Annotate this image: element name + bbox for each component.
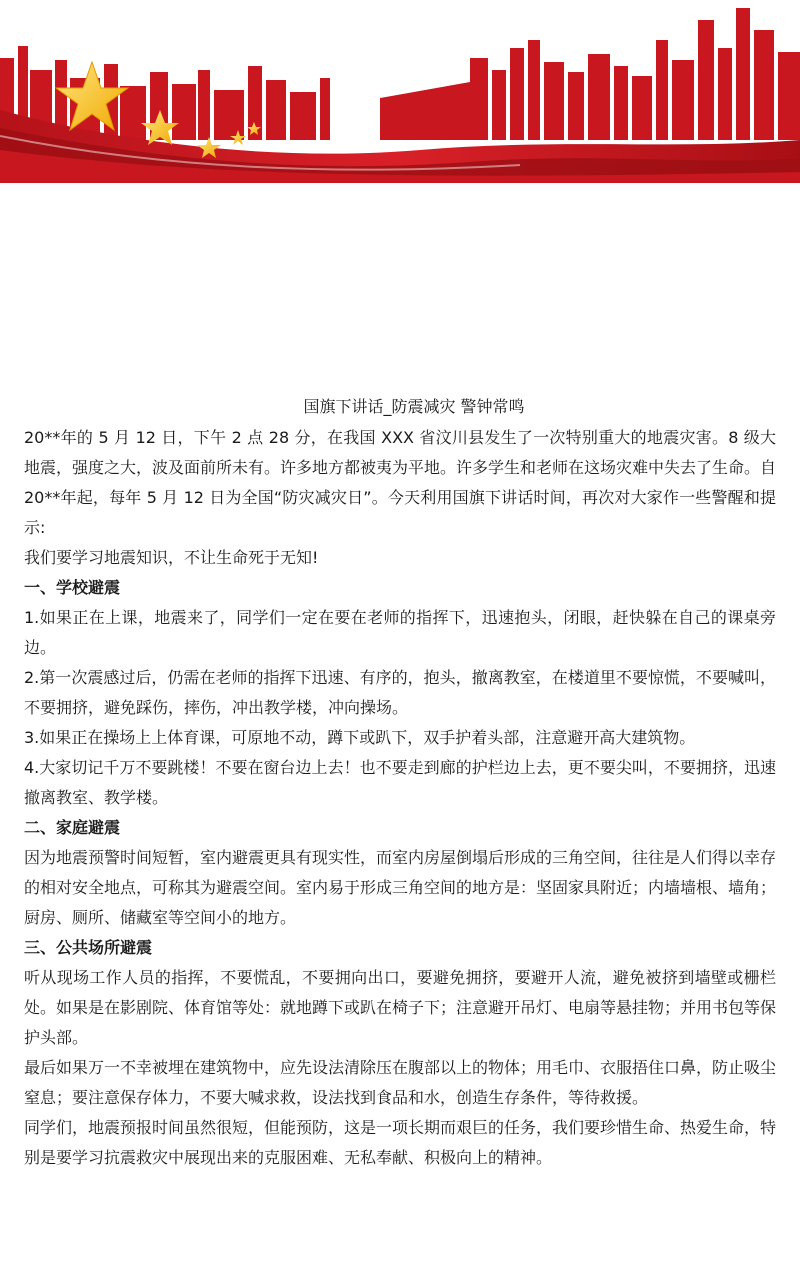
school-item-4: 4.大家切记千万不要跳楼！不要在窗台边上去！也不要走到廊的护栏边上去，更不要尖叫，不要拥挤，迅速撤离教室、教学楼。 [24,758,776,807]
motto-paragraph: 我们要学习地震知识，不让生命死于无知! [24,548,319,567]
section-heading-home: 二、家庭避震 [24,818,121,837]
article-title: 国旗下讲话_防震减灾 警钟常鸣 [303,397,525,416]
city-skyline [0,8,800,140]
public-paragraph: 听从现场工作人员的指挥，不要慌乱，不要拥向出口，要避免拥挤，要避开人流，避免被挤到墙壁或栅栏处。如果是在影剧院、体育馆等处：就地蹲下或趴在椅子下；注意避开吊灯、电扇等悬挂物；并用书包等保护头部。 [24,968,777,1047]
closing-paragraph-2: 同学们，地震预报时间虽然很短，但能预防，这是一项长期而艰巨的任务，我们要珍惜生命、热爱生命，特别是要学习抗震救灾中展现出来的克服困难、无私奉献、积极向上的精神。 [24,1118,777,1167]
intro-paragraph: 20**年的 5 月 12 日，下午 2 点 28 分，在我国 XXX 省汶川县发生了一次特别重大的地震灾害。8 级大地震，强度之大，波及面前所未有。许多地方都被夷为平地。许多学生和老师在这场灾难中失去了生命。自 20**年起，每年 5 月 12 日为全国“防灾减灾日”。今天利用国旗下讲话时间，再次对大家作一些警醒和提示: [24,428,777,537]
school-item-1: 1.如果正在上课，地震来了，同学们一定在要在老师的指挥下，迅速抱头，闭眼，赶快躲在自己的课桌旁边。 [24,608,776,657]
closing-paragraph-1: 最后如果万一不幸被埋在建筑物中，应先设法清除压在腹部以上的物体；用毛巾、衣服捂住口鼻，防止吸尘窒息；要注意保存体力，不要大喊求救，设法找到食品和水，创造生存条件，等待救援。 [24,1058,777,1107]
school-item-2: 2.第一次震感过后，仍需在老师的指挥下迅速、有序的，抱头，撤离教室，在楼道里不要惊慌，不要喊叫，不要拥挤，避免踩伤，摔伤，冲出教学楼，冲向操场。 [24,668,776,717]
speech-article [24,392,776,1173]
skyline-banner-graphic [0,0,800,190]
school-item-3: 3.如果正在操场上上体育课，可原地不动，蹲下或趴下，双手护着头部，注意避开高大建筑物。 [24,728,696,747]
section-heading-school: 一、学校避震 [24,578,121,597]
header-banner [0,0,800,190]
home-paragraph: 因为地震预警时间短暂，室内避震更具有现实性，而室内房屋倒塌后形成的三角空间，往往是人们得以幸存的相对安全地点，可称其为避震空间。室内易于形成三角空间的地方是：坚固家具附近；内墙墙根、墙角；厨房、厕所、储藏室等空间小的地方。 [24,848,777,927]
section-heading-public: 三、公共场所避震 [24,938,153,957]
